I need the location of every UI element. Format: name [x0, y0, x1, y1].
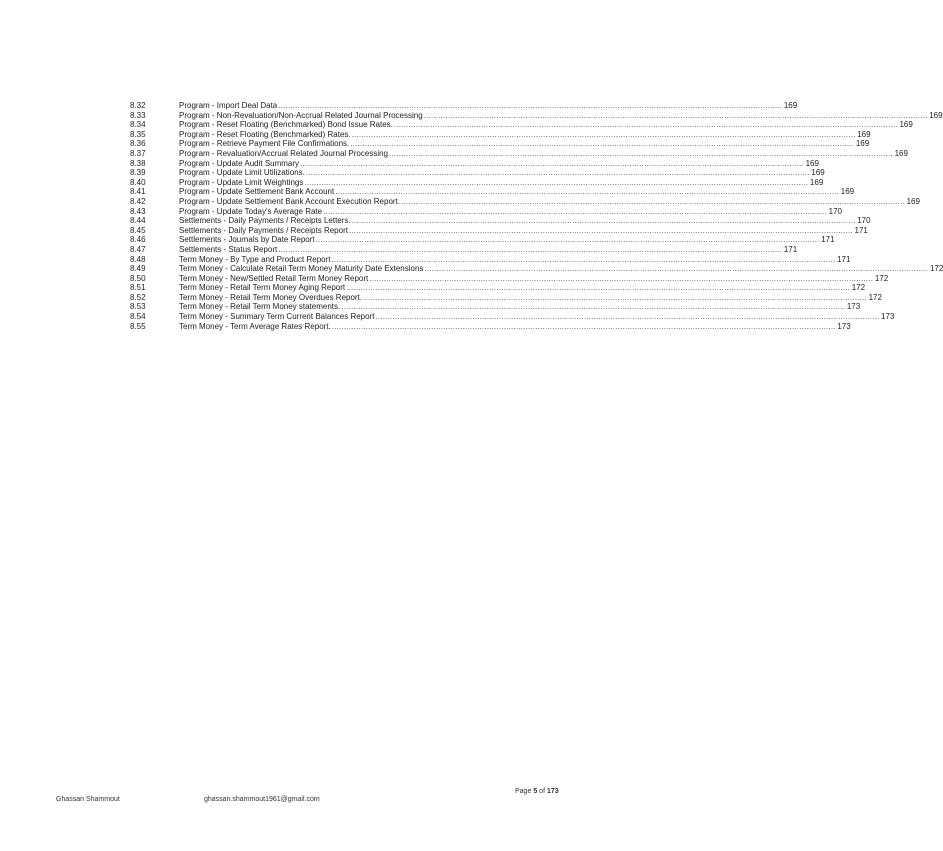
- toc-dot-leader: [278, 245, 782, 255]
- toc-entry-page: 169: [783, 101, 798, 110]
- toc-entry-page: 169: [894, 148, 908, 158]
- toc-entry-title: Program - Import Deal Data: [179, 101, 278, 110]
- toc-entry-title: Program - Update Settlement Bank Account: [179, 187, 335, 197]
- toc-entry-page: 172: [929, 264, 943, 274]
- toc-dot-leader: [363, 293, 867, 303]
- toc-entry-page: 169: [906, 196, 920, 206]
- toc-entry: [130, 244, 798, 255]
- toc-dot-leader: [316, 235, 820, 245]
- page-total: 173: [546, 788, 559, 795]
- toc-entry-page: 173: [881, 312, 895, 322]
- page-number: [515, 788, 559, 795]
- toc-entry: [130, 225, 868, 236]
- toc-dot-leader: [335, 187, 839, 197]
- toc-entry: [130, 168, 825, 178]
- toc-entry: [130, 312, 895, 322]
- toc-entry: [130, 158, 819, 169]
- toc-entry-number: 8.33: [130, 110, 146, 120]
- toc-entry-page: 169: [899, 120, 913, 130]
- toc-entry-page: 169: [855, 139, 870, 149]
- toc-entry-number: 8.51: [130, 283, 146, 293]
- footer-email: ghassan.shammout1961@gmail.com: [204, 796, 320, 803]
- toc-entry-number: 8.50: [130, 273, 146, 283]
- page-current: 5: [533, 788, 538, 795]
- toc-entry-page: 171: [821, 235, 835, 245]
- toc-entry-number: 8.42: [130, 196, 146, 206]
- toc-entry-title: Term Money - Retail Term Money Aging Report: [179, 283, 346, 293]
- toc-entry-title: Term Money - Summary Term Current Balances Report: [179, 312, 375, 322]
- toc-dot-leader: [332, 322, 836, 332]
- toc-entry-title: Term Money - By Type and Product Report: [179, 254, 331, 264]
- toc-entry: [130, 254, 851, 265]
- toc-entry-title: Program - Reset Floating (Benchmarked) Rates.: [179, 129, 351, 139]
- toc-dot-leader: [352, 216, 856, 226]
- toc-entry-number: 8.36: [130, 139, 146, 149]
- toc-entry-number: 8.38: [130, 158, 146, 168]
- toc-entry-page: 172: [874, 273, 889, 283]
- toc-entry-number: 8.47: [130, 244, 146, 254]
- toc-entry-number: 8.40: [130, 177, 146, 187]
- toc-entry: [130, 101, 798, 111]
- toc-entry-page: 169: [857, 129, 871, 139]
- toc-entry-title: Term Money - New/Settled Retail Term Money Report: [179, 273, 369, 283]
- toc-dot-leader: [375, 312, 879, 322]
- toc-dot-leader: [389, 149, 893, 159]
- toc-entry: [130, 187, 855, 197]
- toc-entry-number: 8.39: [130, 168, 146, 178]
- toc-entry-number: 8.32: [130, 101, 146, 110]
- toc-dot-leader: [352, 130, 856, 140]
- toc-entry: [130, 148, 908, 159]
- toc-entry-page: 169: [805, 158, 819, 168]
- toc-entry-page: 172: [851, 283, 866, 293]
- toc-entry-number: 8.43: [130, 206, 146, 216]
- toc-entry: [130, 110, 943, 121]
- toc-dot-leader: [424, 264, 928, 274]
- toc-entry-number: 8.44: [130, 216, 146, 226]
- toc-entry-title: Program - Update Limit Utilizations.: [179, 168, 305, 178]
- toc-entry-title: Settlements - Daily Payments / Receipts Letters.: [179, 216, 351, 226]
- toc-entry: [130, 120, 913, 130]
- toc-entry-title: Program - Non-Revaluation/Non-Accrual Related Journal Processing: [179, 110, 423, 120]
- toc-entry-number: 8.55: [130, 321, 146, 331]
- toc-entry-number: 8.52: [130, 292, 146, 302]
- toc-entry-title: Program - Retrieve Payment File Confirmations.: [179, 139, 350, 149]
- toc-dot-leader: [304, 178, 808, 188]
- toc-dot-leader: [369, 274, 873, 284]
- toc-entry-title: Program - Revaluation/Accrual Related Journal Processing: [179, 148, 388, 158]
- toc-dot-leader: [341, 302, 845, 312]
- toc-entry-page: 172: [868, 292, 882, 302]
- toc-entry: [130, 321, 851, 332]
- toc-entry-number: 8.35: [130, 129, 146, 139]
- toc-entry-number: 8.48: [130, 254, 146, 264]
- toc-entry: [130, 264, 943, 274]
- toc-dot-leader: [323, 207, 827, 217]
- toc-entry-page: 169: [809, 177, 824, 187]
- toc-entry-title: Program - Update Audit Summary: [179, 158, 300, 168]
- toc-entry: [130, 216, 871, 226]
- page-of: of: [539, 788, 546, 795]
- toc-entry-title: Term Money - Term Average Rates Report.: [179, 321, 331, 331]
- toc-dot-leader: [306, 168, 810, 178]
- toc-dot-leader: [424, 111, 928, 121]
- toc-dot-leader: [300, 159, 804, 169]
- toc-entry-number: 8.41: [130, 187, 146, 197]
- toc-entry-title: Program - Reset Floating (Benchmarked) Bond Issue Rates.: [179, 120, 393, 130]
- toc-entry-number: 8.49: [130, 264, 146, 274]
- toc-entry-title: Program - Update Today's Average Rate: [179, 206, 323, 216]
- toc-entry-number: 8.45: [130, 225, 146, 235]
- toc-entry-title: Program - Update Limit Weightings: [179, 177, 304, 187]
- toc-entry-page: 169: [929, 110, 943, 120]
- toc-entry: [130, 196, 920, 207]
- toc-dot-leader: [350, 139, 854, 149]
- toc-entry-page: 173: [846, 302, 861, 312]
- toc-entry-title: Settlements - Journals by Date Report: [179, 235, 315, 245]
- toc-entry: [130, 129, 871, 140]
- toc-entry-page: 171: [854, 225, 868, 235]
- toc-entry: [130, 292, 882, 303]
- toc-dot-leader: [331, 255, 835, 265]
- toc-entry-title: Settlements - Status Report: [179, 244, 278, 254]
- toc-entry-title: Term Money - Retail Term Money Overdues Report.: [179, 292, 363, 302]
- toc-entry-page: 170: [857, 216, 871, 226]
- toc-entry-number: 8.46: [130, 235, 146, 245]
- toc-entry-number: 8.37: [130, 148, 146, 158]
- toc-dot-leader: [349, 226, 853, 236]
- toc-dot-leader: [346, 283, 850, 293]
- table-of-contents: [130, 101, 943, 331]
- page-footer: [0, 788, 638, 818]
- toc-entry-number: 8.53: [130, 302, 146, 312]
- toc-entry-title: Term Money - Calculate Retail Term Money Maturity Date Extensions: [179, 264, 424, 274]
- toc-entry-page: 171: [837, 254, 851, 264]
- toc-dot-leader: [278, 101, 782, 111]
- toc-entry-page: 170: [828, 206, 843, 216]
- toc-dot-leader: [394, 120, 898, 130]
- toc-entry: [130, 206, 843, 217]
- toc-entry-title: Term Money - Retail Term Money statements.: [179, 302, 341, 312]
- page-prefix: Page: [515, 788, 532, 795]
- toc-entry: [130, 235, 835, 245]
- toc-entry: [130, 273, 889, 284]
- toc-entry-page: 169: [840, 187, 855, 197]
- toc-entry: [130, 283, 866, 293]
- toc-entry: [130, 177, 824, 188]
- toc-entry-page: 171: [783, 244, 798, 254]
- toc-entry-page: 173: [837, 321, 851, 331]
- toc-entry: [130, 302, 861, 312]
- footer-author: Ghassan Shammout: [56, 796, 120, 803]
- toc-entry-page: 169: [811, 168, 825, 178]
- toc-entry-number: 8.34: [130, 120, 146, 130]
- toc-dot-leader: [401, 197, 905, 207]
- toc-entry-title: Program - Update Settlement Bank Account Execution Report.: [179, 196, 401, 206]
- toc-entry: [130, 139, 870, 149]
- toc-entry-number: 8.54: [130, 312, 146, 322]
- toc-entry-title: Settlements - Daily Payments / Receipts Report: [179, 225, 348, 235]
